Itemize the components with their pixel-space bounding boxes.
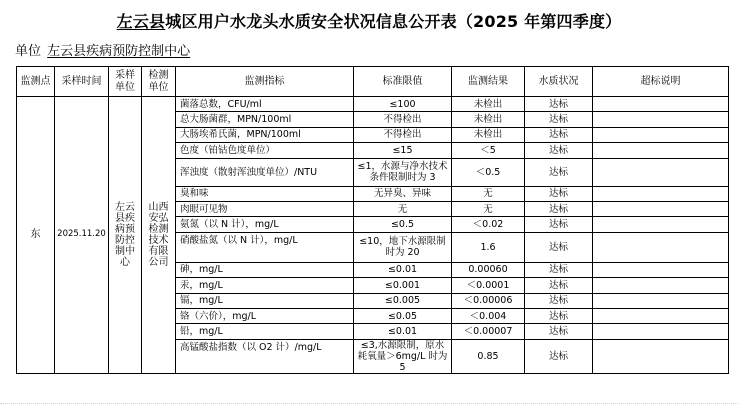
limit-cell: 无异臭、异味 <box>354 186 452 201</box>
exceed-note-cell <box>593 97 729 112</box>
exceed-note-cell <box>593 262 729 277</box>
result-cell: 未检出 <box>452 127 525 142</box>
exceed-note-cell <box>593 201 729 216</box>
indicator-cell: 铅，mg/L <box>176 324 354 339</box>
status-cell: 达标 <box>525 112 593 127</box>
indicator-cell: 高锰酸盐指数（以 O2 计）/mg/L <box>176 339 354 373</box>
status-cell: 达标 <box>525 127 593 142</box>
limit-cell: ≤100 <box>354 97 452 112</box>
status-cell: 达标 <box>525 97 593 112</box>
indicator-cell: 色度（铂钴色度单位） <box>176 143 354 158</box>
status-cell: 达标 <box>525 186 593 201</box>
result-cell: 未检出 <box>452 97 525 112</box>
indicator-cell: 砷，mg/L <box>176 262 354 277</box>
indicator-cell: 浑浊度（散射浑浊度单位）/NTU <box>176 158 354 186</box>
result-cell: 无 <box>452 201 525 216</box>
limit-cell: ≤15 <box>354 143 452 158</box>
status-cell: 达标 <box>525 324 593 339</box>
header-sample-time: 采样时间 <box>55 67 109 97</box>
limit-cell: ≤3,水源限制，原水耗氧量＞6mg/L 时为 5 <box>354 339 452 373</box>
exceed-note-cell <box>593 324 729 339</box>
testing-unit: 山西安弘检测技术有限公司 <box>142 97 176 374</box>
indicator-cell: 肉眼可见物 <box>176 201 354 216</box>
limit-cell: ≤0.01 <box>354 324 452 339</box>
exceed-note-cell <box>593 158 729 186</box>
header-testing-unit: 检测单位 <box>142 67 176 97</box>
indicator-cell: 氨氮（以 N 计），mg/L <box>176 217 354 232</box>
status-cell: 达标 <box>525 201 593 216</box>
indicator-cell: 臭和味 <box>176 186 354 201</box>
result-cell: ＜0.004 <box>452 308 525 323</box>
result-cell: 无 <box>452 186 525 201</box>
limit-cell: 不得检出 <box>354 127 452 142</box>
indicator-cell: 镉，mg/L <box>176 293 354 308</box>
table-row <box>17 97 729 112</box>
water-quality-table <box>16 66 729 374</box>
exceed-note-cell <box>593 143 729 158</box>
status-cell: 达标 <box>525 232 593 262</box>
limit-cell: ≤0.001 <box>354 278 452 293</box>
result-cell: ＜0.00007 <box>452 324 525 339</box>
unit-value: 左云县疾病预防控制中心 <box>47 44 191 59</box>
indicator-cell: 菌落总数，CFU/ml <box>176 97 354 112</box>
exceed-note-cell <box>593 186 729 201</box>
exceed-note-cell <box>593 308 729 323</box>
limit-cell: ≤10，地下水源限制时为 20 <box>354 232 452 262</box>
exceed-note-cell <box>593 127 729 142</box>
header-result: 监测结果 <box>452 67 525 97</box>
status-cell: 达标 <box>525 158 593 186</box>
header-exceed-note: 超标说明 <box>593 67 729 97</box>
status-cell: 达标 <box>525 217 593 232</box>
header-row <box>17 67 729 97</box>
unit-line <box>15 40 204 59</box>
sampling-unit: 左云县疾病预防控制中心 <box>109 97 142 374</box>
limit-cell: ≤0.01 <box>354 262 452 277</box>
status-cell: 达标 <box>525 262 593 277</box>
exceed-note-cell <box>593 278 729 293</box>
exceed-note-cell <box>593 293 729 308</box>
exceed-note-cell <box>593 217 729 232</box>
result-cell: ＜0.00006 <box>452 293 525 308</box>
sample-date: 2025.11.20 <box>55 97 109 374</box>
status-cell: 达标 <box>525 143 593 158</box>
indicator-cell: 总大肠菌群，MPN/100ml <box>176 112 354 127</box>
header-limit: 标准限值 <box>354 67 452 97</box>
status-cell: 达标 <box>525 293 593 308</box>
result-cell: 0.00060 <box>452 262 525 277</box>
exceed-note-cell <box>593 232 729 262</box>
page-title <box>0 9 738 32</box>
monitoring-site: 东 <box>17 97 55 374</box>
status-cell: 达标 <box>525 308 593 323</box>
title-county: 左云县 <box>116 12 166 31</box>
indicator-cell: 汞，mg/L <box>176 278 354 293</box>
header-site: 监测点 <box>17 67 55 97</box>
result-cell: ＜0.5 <box>452 158 525 186</box>
header-indicator: 监测指标 <box>176 67 354 97</box>
indicator-cell: 大肠埃希氏菌，MPN/100ml <box>176 127 354 142</box>
limit-cell: ≤0.05 <box>354 308 452 323</box>
exceed-note-cell <box>593 339 729 373</box>
header-status: 水质状况 <box>525 67 593 97</box>
status-cell: 达标 <box>525 339 593 373</box>
result-cell: ＜5 <box>452 143 525 158</box>
status-cell: 达标 <box>525 278 593 293</box>
title-text: 城区用户水龙头水质安全状况信息公开表（2025 年第四季度） <box>165 12 622 31</box>
header-sampling-unit: 采样单位 <box>109 67 142 97</box>
result-cell: ＜0.02 <box>452 217 525 232</box>
limit-cell: ≤1，水源与净水技术条件限制时为 3 <box>354 158 452 186</box>
limit-cell: 无 <box>354 201 452 216</box>
unit-label: 单位 <box>15 44 42 59</box>
exceed-note-cell <box>593 112 729 127</box>
indicator-cell: 铬（六价），mg/L <box>176 308 354 323</box>
indicator-cell: 硝酸盐氮（以 N 计），mg/L <box>176 232 354 262</box>
result-cell: ＜0.0001 <box>452 278 525 293</box>
limit-cell: 不得检出 <box>354 112 452 127</box>
result-cell: 0.85 <box>452 339 525 373</box>
result-cell: 1.6 <box>452 232 525 262</box>
limit-cell: ≤0.005 <box>354 293 452 308</box>
limit-cell: ≤0.5 <box>354 217 452 232</box>
result-cell: 未检出 <box>452 112 525 127</box>
